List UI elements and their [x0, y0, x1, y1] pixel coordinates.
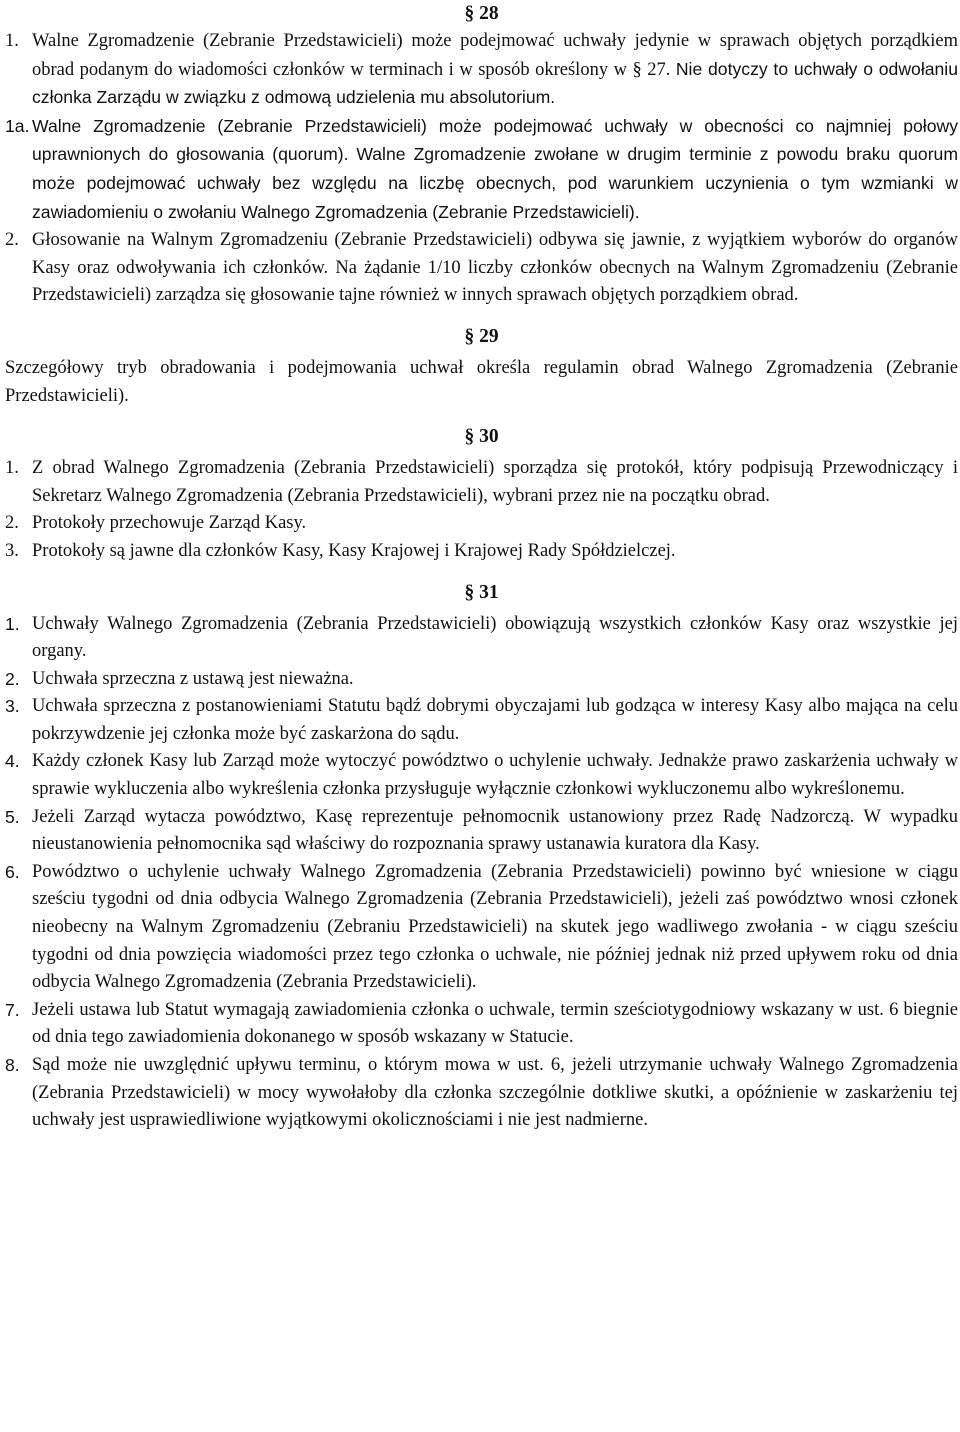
s31-item-number: 8. [5, 1055, 20, 1075]
section-31-heading: § 31 [464, 581, 499, 603]
s30-p2-text: Protokoły przechowuje Zarząd Kasy. [32, 513, 307, 534]
s30-p2-number: 2. [5, 513, 19, 534]
s28-paragraph-1a [5, 113, 958, 227]
s31-item-number: 4. [5, 751, 20, 772]
s30-p3-text: Protokoły są jawne dla członków Kasy, Kasy Krajowej i Krajowej Rady Spółdzielczej. [32, 540, 676, 561]
s31-item-number: 7. [5, 999, 20, 1020]
s30-paragraph-1 [5, 455, 958, 510]
section-28-heading: § 28 [464, 3, 499, 24]
s28-p1-text-a: Walne Zgromadzenie (Zebranie Przedstawicieli) może podejmować uchwały jedynie w sprawach objętych porządkiem obrad podanym do wiadomości członków w terminach i w sposób określony w § 27. [32, 31, 958, 80]
s31-item-text: Każdy członek Kasy lub Zarząd może wytoczyć powództwo o uchylenie uchwały. Jednakże prawo zaskarżenia uchwały w sprawie wykluczenia albo wykreślenia członka przysługuje wyłącznie członkowi wykluczonemu albo wykreślonemu. [32, 751, 958, 800]
s29-paragraph: Szczegółowy tryb obradowania i podejmowania uchwał określa regulamin obrad Walnego Zgromadzenia (Zebranie Przedstawicieli). [5, 357, 958, 406]
s28-paragraph-1 [5, 28, 958, 113]
s31-item-number: 2. [5, 668, 20, 689]
s28-p1-text-b: Nie dotyczy to uchwały o odwołaniu członka Zarządu w związku z odmową udzielenia mu absolutorium. [32, 58, 958, 108]
s28-p1a-text-a: Walne Zgromadzenie (Zebranie Przedstawicieli) może podejmować uchwały w obecności co najmniej połowy uprawnionych do głosowania (quorum). [32, 115, 958, 165]
s31-item-text: Jeżeli Zarząd wytacza powództwo, Kasę reprezentuje pełnomocnik ustanowiony przez Radę Nadzorczą. W wypadku nieustanowienia pełnomocnika sąd właściwy do rozpoznania sprawy ustanawia kuratora dla Kasy. [32, 806, 958, 855]
s30-p1-text: Z obrad Walnego Zgromadzenia (Zebrania Przedstawicieli) sporządza się protokół, który podpisują Przewodniczący i Sekretarz Walnego Zgromadzenia (Zebrania Przedstawicieli), wybrani przez nie na początku obrad. [32, 458, 958, 506]
s31-item [5, 748, 958, 803]
s31-item [5, 859, 958, 997]
s28-p2-text: Głosowanie na Walnym Zgromadzeniu (Zebranie Przedstawicieli) odbywa się jawnie, z wyjątkiem wyborów do organów Kasy oraz odwoływania ich członków. Na żądanie 1/10 liczby członków obecnych na Walnym Zgromadzeniu (Zebranie Przedstawicieli) zarządza się głosowanie tajne również w innych sprawach objętych porządkiem obrad. [32, 230, 958, 306]
s31-item [5, 666, 958, 694]
s31-item-text: Jeżeli ustawa lub Statut wymagają zawiadomienia członka o uchwale, termin sześciotygodniowy wskazany w ust. 6 biegnie od dnia tego zawiadomienia dokonanego w sposób wskazany w Statucie. [32, 999, 958, 1048]
spacer [5, 410, 958, 423]
s31-item-number: 1. [5, 613, 20, 634]
statute-text [5, 0, 958, 1135]
s28-p2-number: 2. [5, 230, 19, 251]
s30-paragraph-3 [5, 538, 958, 566]
s31-item-text: Uchwały Walnego Zgromadzenia (Zebrania Przedstawicieli) obowiązują wszystkich członków Kasy oraz wszystkie jej organy. [32, 613, 958, 662]
s31-item [5, 611, 958, 666]
s31-item-text: Sąd może nie uwzględnić upływu terminu, o którym mowa w ust. 6, jeżeli utrzymanie uchwały Walnego Zgromadzenia (Zebrania Przedstawicieli) w mocy wywołałoby dla członka szczególnie dotkliwe skutki, a opóźnienie w zaskarżeniu tej uchwały jest usprawiedliwione wyjątkowymi okolicznościami i nie jest nadmierne. [32, 1055, 958, 1131]
s28-p1a-number: 1a. [5, 115, 30, 136]
s28-p1-number: 1. [5, 31, 19, 51]
s31-item-number: 6. [5, 861, 20, 882]
spacer [5, 566, 958, 579]
s30-paragraph-2 [5, 510, 958, 538]
s30-p3-number: 3. [5, 540, 19, 561]
section-29-heading: § 29 [464, 325, 499, 347]
s28-p1a-text-b: Walne Zgromadzenie zwołane w drugim terminie z powodu braku quorum może podejmować uchwały bez względu na liczbę obecnych, pod warunkiem uczynienia o tym wzmianki w zawiadomieniu o zwołaniu Walnego Zgromadzenia (Zebranie Przedstawicieli). [32, 144, 959, 222]
s31-item-number: 3. [5, 696, 20, 717]
s31-item [5, 804, 958, 859]
s30-p1-number: 1. [5, 458, 19, 479]
s28-paragraph-2 [5, 227, 958, 310]
s28-p1a-text [32, 113, 958, 227]
s31-item [5, 1052, 958, 1135]
s31-item-text: Powództwo o uchylenie uchwały Walnego Zgromadzenia (Zebrania Przedstawicieli) powinno być wniesione w ciągu sześciu tygodni od dnia odbycia Walnego Zgromadzenia (Zebrania Przedstawicieli), jeżeli zaś powództwo wnosi członek nieobecny na Walnym Zgromadzeniu (Zebraniu Przedstawicieli) na skutek jego wadliwego zwołania - w ciągu sześciu tygodni od dnia powzięcia wiadomości przez tego członka o uchwale, nie później jednak niż przed upływem roku od dnia odbycia Walnego Zgromadzenia (Zebrania Przedstawicieli). [32, 861, 958, 993]
s31-item [5, 693, 958, 748]
s31-item-text: Uchwała sprzeczna z ustawą jest nieważna. [32, 668, 354, 689]
s31-item [5, 997, 958, 1052]
s31-item-number: 5. [5, 806, 20, 827]
s28-p1-text [32, 28, 958, 113]
spacer [5, 310, 958, 323]
s31-item-text: Uchwała sprzeczna z postanowieniami Statutu bądź dobrymi obyczajami lub godząca w interesy Kasy albo mająca na celu pokrzywdzenie jej członka może być zaskarżona do sądu. [32, 696, 958, 744]
section-30-heading: § 30 [464, 426, 499, 448]
